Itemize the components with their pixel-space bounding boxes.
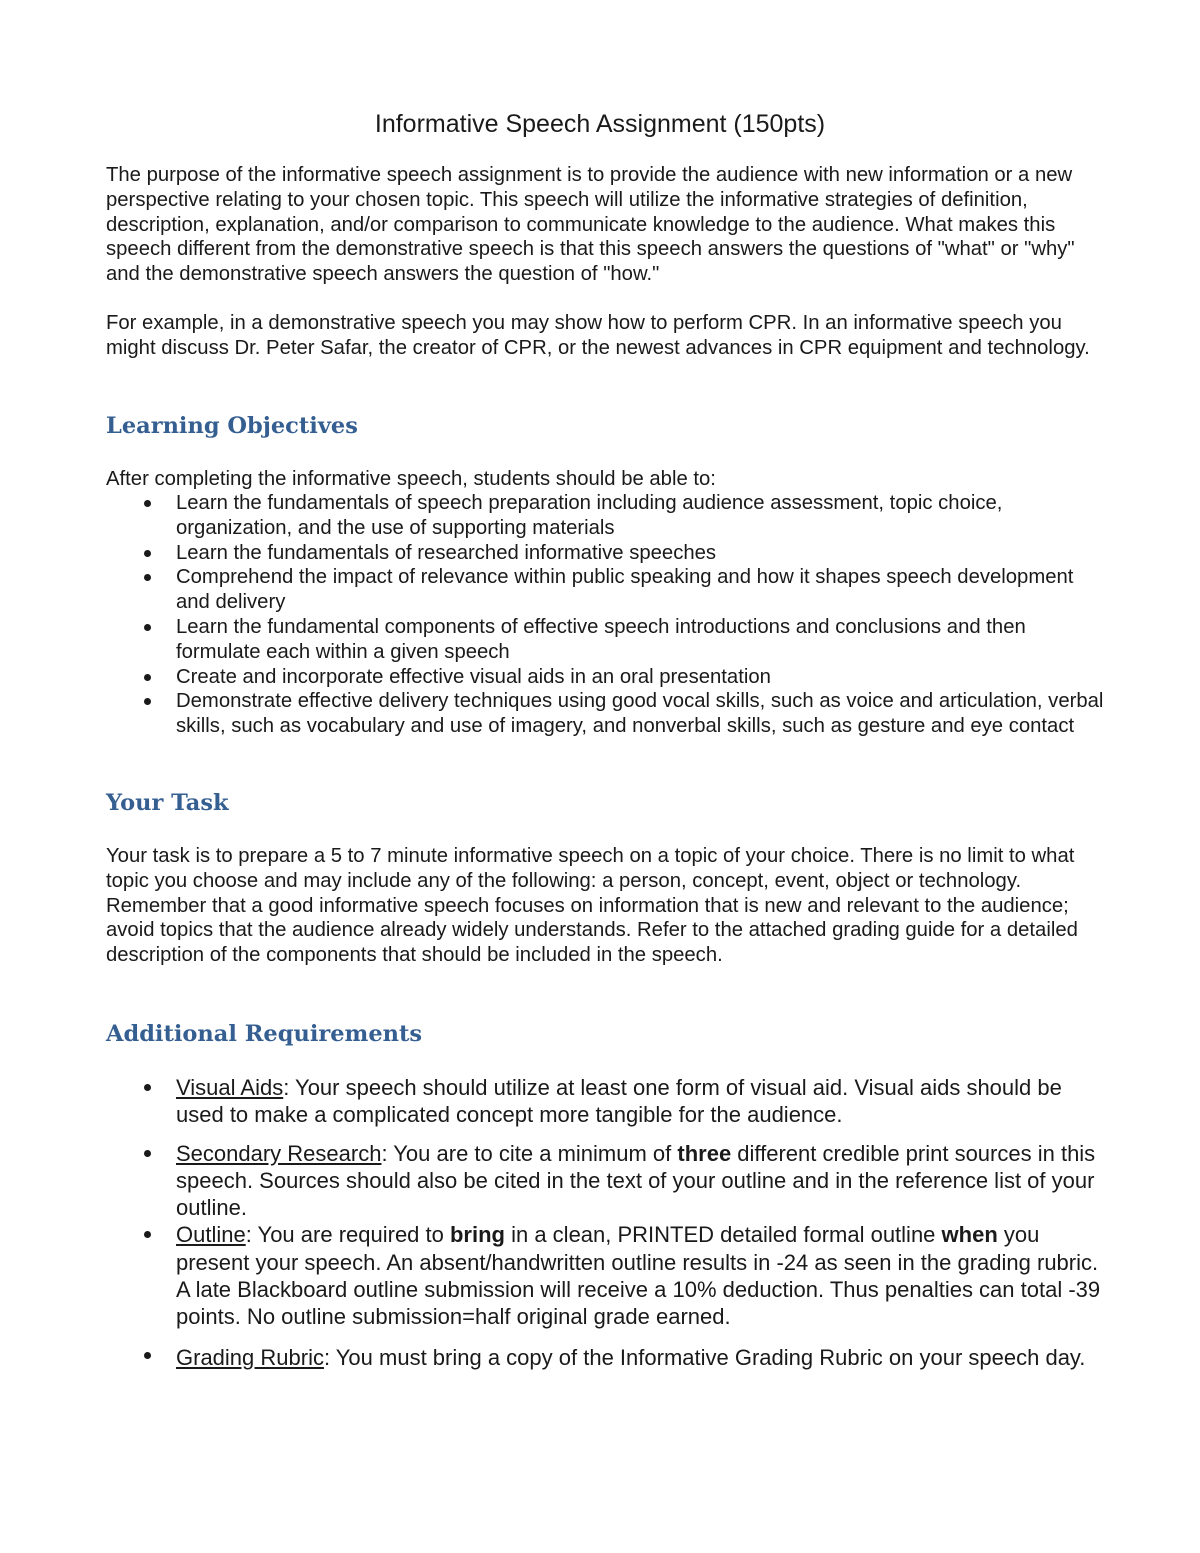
list-item: Demonstrate effective delivery techniques using good vocal skills, such as voice and articulation, verbal skills, such as vocabulary and use of imagery, and nonverbal skills, such as gesture and eye contact <box>106 689 1106 739</box>
list-item: Learn the fundamentals of researched informative speeches <box>106 541 1106 566</box>
requirement-visual-aids <box>106 1074 1106 1129</box>
objectives-lead: After completing the informative speech, students should be able to: <box>106 468 716 490</box>
grading-rubric-text: : You must bring a copy of the Informative Grading Rubric on your speech day. <box>323 1344 1086 1370</box>
list-item: Create and incorporate effective visual aids in an oral presentation <box>106 665 1106 690</box>
research-text: different credible print sources in this speech. Sources should also be cited in the text of your outline and in the reference list of your outline. <box>176 1140 1096 1221</box>
visual-aids-label: Visual Aids <box>176 1075 284 1100</box>
research-emphasis: three <box>677 1140 732 1166</box>
requirement-outline <box>106 1221 1106 1330</box>
intro-paragraph: The purpose of the informative speech assignment is to provide the audience with new information or a new perspective relating to your chosen topic. This speech will utilize the informative strategies of definition, description, explanation, and/or comparison to communicate knowledge to the audience. What makes this speech different from the demonstrative speech is that this speech answers the questions of "what" or "why" and the demonstrative speech answers the question of "how." <box>106 164 1075 286</box>
requirements-list <box>106 1074 1106 1373</box>
outline-text: : You are required to <box>245 1222 450 1248</box>
secondary-research-label: Secondary Research <box>176 1140 382 1166</box>
list-item: Learn the fundamentals of speech preparation including audience assessment, topic choice, organization, and the use of supporting materials <box>106 491 1106 541</box>
page-title: Informative Speech Assignment (150pts) <box>374 110 826 138</box>
outline-text: in a clean, PRINTED detailed formal outline <box>504 1222 942 1248</box>
requirement-grading-rubric <box>106 1342 1106 1373</box>
outline-emphasis: when <box>941 1222 998 1248</box>
learning-objectives-heading: Learning Objectives <box>106 413 358 439</box>
visual-aids-text: : Your speech should utilize at least one form of visual aid. Visual aids should be used to make a complicated concept more tangible for the audience. <box>176 1075 1062 1128</box>
task-paragraph: Your task is to prepare a 5 to 7 minute informative speech on a topic of your choice. There is no limit to what topic you choose and may include any of the following: a person, concept, event, object or technology. Remember that a good informative speech focuses on information that is new and relevant to the audience; avoid topics that the audience already widely understands. Refer to the attached grading guide for a detailed description of the components that should be included in the speech. <box>106 845 1078 967</box>
outline-text: you present your speech. An absent/handwritten outline results in -24 as seen in the grading rubric. A late Blackboard outline submission will receive a 10% deduction. Thus penalties can total -39 points. No outline submission=half original grade earned. <box>176 1222 1101 1330</box>
example-paragraph: For example, in a demonstrative speech you may show how to perform CPR. In an informative speech you might discuss Dr. Peter Safar, the creator of CPR, or the newest advances in CPR equipment and technology. <box>106 312 1090 359</box>
grading-rubric-label: Grading Rubric <box>176 1344 324 1370</box>
additional-requirements-heading: Additional Requirements <box>106 1021 423 1047</box>
requirement-secondary-research <box>106 1140 1106 1222</box>
outline-label: Outline <box>176 1222 246 1248</box>
outline-emphasis: bring <box>449 1222 505 1248</box>
list-item: Comprehend the impact of relevance within public speaking and how it shapes speech development and delivery <box>106 565 1106 615</box>
your-task-heading: Your Task <box>106 790 229 816</box>
objectives-list <box>106 491 1106 739</box>
research-text: : You are to cite a minimum of <box>381 1140 678 1166</box>
list-item: Learn the fundamental components of effective speech introductions and conclusions and then formulate each within a given speech <box>106 615 1106 665</box>
